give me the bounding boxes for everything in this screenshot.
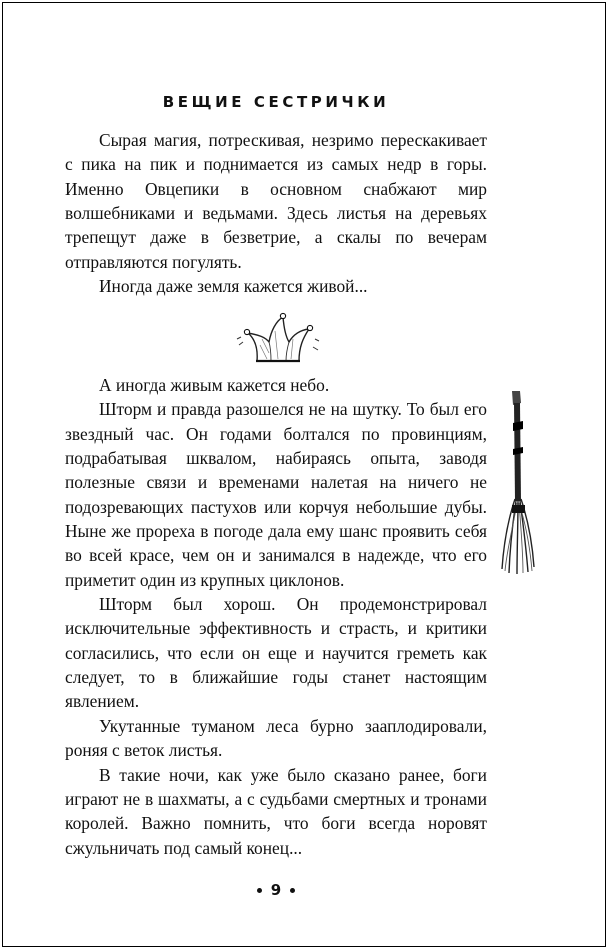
broom-icon <box>499 389 537 575</box>
bullet-icon <box>257 888 262 893</box>
text-block-main <box>65 373 487 860</box>
book-page <box>2 2 606 947</box>
jester-hat-icon <box>231 309 323 365</box>
paragraph: А иногда живым кажется небо. <box>99 375 330 395</box>
paragraph: Шторм и правда разошелся не на шутку. То был его звездный час. Он годами болтался по провинциям, подрабатывая шквалом, набираясь опыта, заводя полезные связи и временами налетая на ничего не подозревающих пастухов или корчуя небольшие дубы. Ныне же прореха в погоде дала ему шанс проявить себя во всей красе, чем он и занимался в надежде, что его приметит один из крупных циклонов. <box>65 399 487 590</box>
bullet-icon <box>290 888 295 893</box>
paragraph: Укутанные туманом леса бурно зааплодировали, роняя с веток листья. <box>65 715 487 761</box>
running-head: ВЕЩИЕ СЕСТРИЧКИ <box>162 93 390 111</box>
paragraph: Сырая магия, потрескивая, незримо перескакивает с пика на пик и поднимается из самых недр в горы. Именно Овцепики в основном снабжают мир волшебниками и ведьмами. Здесь листья на деревьях трепещут даже в безветрие, а скалы по вечерам отправляются погулять. <box>65 130 487 272</box>
paragraph: В такие ночи, как уже было сказано ранее, боги играют не в шахматы, а с судьбами смертных и тронами королей. Важно помнить, что боги всегда норовят сжульничать под самый конец... <box>65 764 487 858</box>
page-number-value: 9 <box>270 881 282 899</box>
page-number <box>3 881 549 899</box>
text-block-top <box>65 128 487 298</box>
paragraph: Иногда даже земля кажется живой... <box>99 276 368 297</box>
paragraph: Шторм был хорош. Он продемонстрировал исключительные эффективность и страсть, и критики согласились, что если он еще и научится греметь как следует, то в ближайшие годы станет настоящим явлением. <box>65 594 487 712</box>
